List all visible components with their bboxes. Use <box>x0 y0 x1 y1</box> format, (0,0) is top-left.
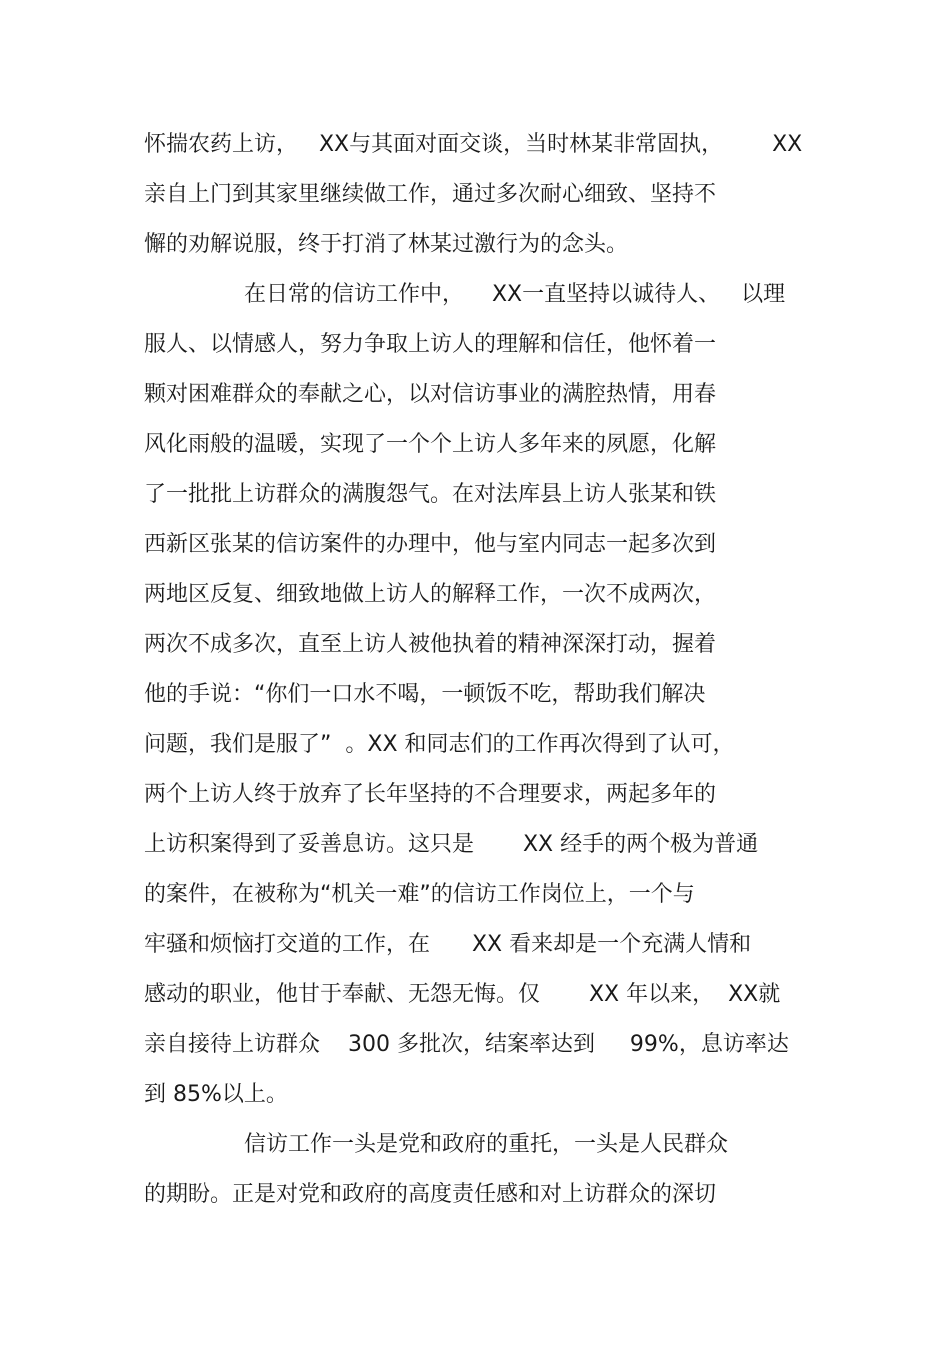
text-line: 到 85%以上。 <box>144 1082 288 1107</box>
text-line: 懈的劝解说服，终于打消了林某过激行为的念头。 <box>144 232 629 257</box>
text-line: 了一批批上访群众的满腹怨气。在对法库县上访人张某和铁 <box>144 482 717 507</box>
text-line: 牢骚和烦恼打交道的工作，在 XX 看来却是一个充满人情和 <box>144 932 752 957</box>
document-body <box>144 120 844 1220</box>
text-line: 怀揣农药上访， XX与其面对面交谈，当时林某非常固执， XX <box>144 132 803 157</box>
text-line: 颗对困难群众的奉献之心，以对信访事业的满腔热情，用春 <box>144 382 717 407</box>
text-line: 问题，我们是服了” 。XX 和同志们的工作再次得到了认可， <box>144 732 735 757</box>
text-line: 两个上访人终于放弃了长年坚持的不合理要求，两起多年的 <box>144 782 717 807</box>
text-line: 上访积案得到了妥善息访。这只是 XX 经手的两个极为普通 <box>144 832 759 857</box>
text-line: 两次不成多次，直至上访人被他执着的精神深深打动，握着 <box>144 632 717 657</box>
text-line: 两地区反复、细致地做上访人的解释工作，一次不成两次， <box>144 582 717 607</box>
text-line: 感动的职业，他甘于奉献、无怨无悔。仅 XX 年以来， XX就 <box>144 982 781 1007</box>
text-line: 亲自接待上访群众 300 多批次，结案率达到 99%，息访率达 <box>144 1032 789 1057</box>
text-line: 亲自上门到其家里继续做工作，通过多次耐心细致、坚持不 <box>144 182 717 207</box>
text-line: 风化雨般的温暖，实现了一个个上访人多年来的夙愿，化解 <box>144 432 717 457</box>
text-line: 他的手说：“你们一口水不喝，一顿饭不吃，帮助我们解决 <box>144 682 706 707</box>
text-line: 的案件，在被称为“机关一难”的信访工作岗位上，一个与 <box>144 882 695 907</box>
text-line: 服人、以情感人，努力争取上访人的理解和信任，他怀着一 <box>144 332 717 357</box>
paragraph-start-line: 在日常的信访工作中， XX一直坚持以诚待人、 以理 <box>244 282 786 307</box>
paragraph-start-line: 信访工作一头是党和政府的重托，一头是人民群众 <box>244 1132 729 1157</box>
text-line: 的期盼。正是对党和政府的高度责任感和对上访群众的深切 <box>144 1182 717 1207</box>
text-line: 西新区张某的信访案件的办理中，他与室内同志一起多次到 <box>144 532 717 557</box>
